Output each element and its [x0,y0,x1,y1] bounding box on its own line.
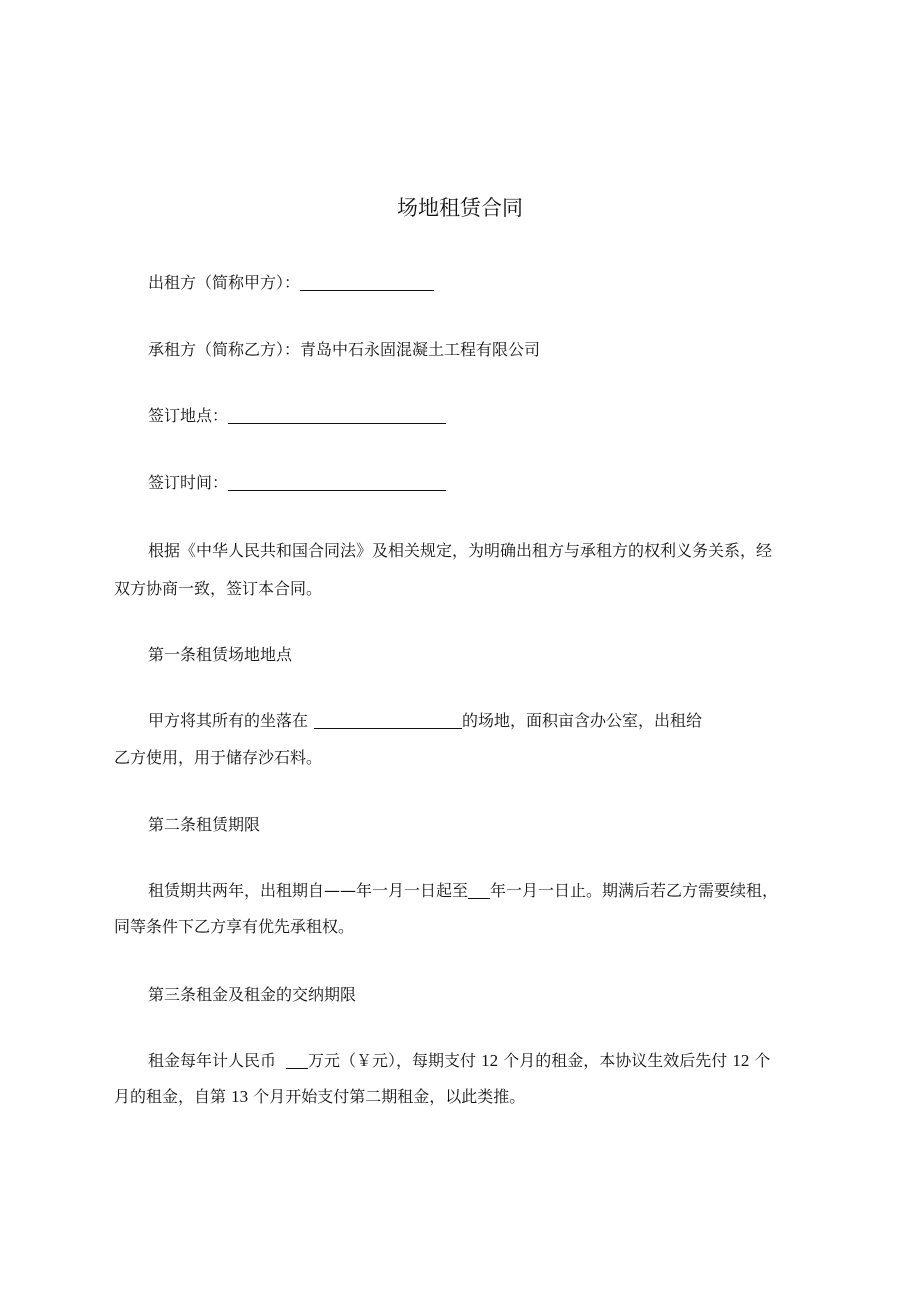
article1-heading: 第一条租赁场地地点 [148,645,293,664]
article3-line-2 [114,1087,525,1107]
lessee-name: 青岛中石永固混凝土工程有限公司 [300,340,541,359]
article3-month-13: 13 [231,1087,249,1106]
article3-amount-blank [286,1052,308,1069]
article3-months-2: 12 [732,1051,750,1070]
article3-heading: 第三条租金及租金的交纳期限 [148,985,357,1004]
article3-line2-part1: 月的租金，自第 [114,1087,227,1106]
article1-line-2: 乙方使用，用于储存沙石料。 [114,748,323,767]
article2-year-blank [468,882,490,899]
document-title: 场地租赁合同 [397,196,523,220]
article3-line-1 [148,1051,770,1071]
article1-part1: 甲方将其所有的坐落在 [148,711,309,730]
article3-part3: 个月的租金，本协议生效后先付 [503,1051,728,1070]
sign-time-label: 签订时间： [148,473,229,492]
sign-place-blank [228,407,446,424]
article2-heading: 第二条租赁期限 [148,815,261,834]
article3-part2: 万元（￥元），每期支付 [308,1051,477,1070]
preamble-line-1: 根据《中华人民共和国合同法》及相关规定，为明确出租方与承租方的权利义务关系，经 [148,541,773,560]
article3-line2-part2: 个月开始支付第二期租金，以此类推。 [253,1087,526,1106]
article3-months-1: 12 [481,1051,499,1070]
article3-part1: 租金每年计人民币 [148,1051,277,1070]
sign-time-blank [228,474,446,491]
lessor-line [148,273,434,293]
preamble-line-2: 双方协商一致，签订本合同。 [114,579,323,598]
article2-line-2: 同等条件下乙方享有优先承租权。 [114,917,355,936]
lessee-label: 承租方（简称乙方）： [148,340,301,359]
lessor-blank [300,274,434,291]
article3-part4: 个 [754,1051,771,1070]
lessee-line [148,340,540,360]
article1-location-blank [314,712,462,729]
article2-line-1 [148,881,778,901]
sign-place-label: 签订地点： [148,406,229,425]
lessor-label: 出租方（简称甲方）： [148,273,301,292]
article1-part2: 的场地，面积亩含办公室，出租给 [462,711,703,730]
sign-place-line [148,406,446,426]
article1-line-1 [148,711,702,731]
article2-part2: 年一月一日止。期满后若乙方需要续租， [490,881,779,900]
article2-part1: 租赁期共两年，出租期自——年一月一日起至 [148,881,469,900]
sign-time-line [148,473,446,493]
